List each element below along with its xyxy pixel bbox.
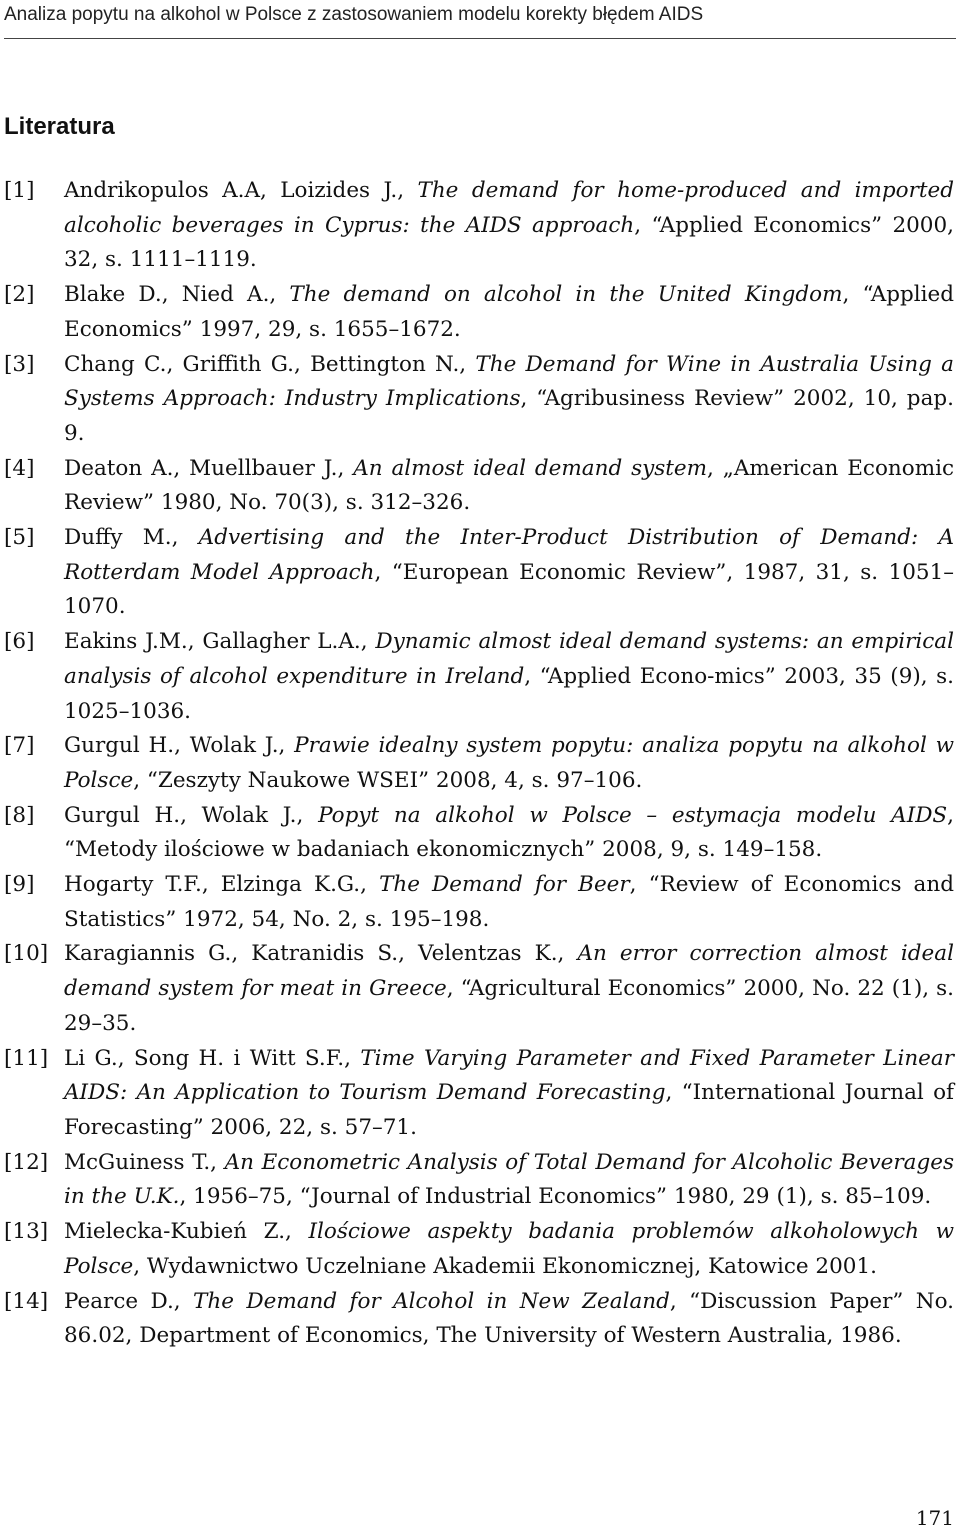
- reference-title: The demand for home-produced and imported alcoholic beverages in Cyprus: the AIDS approach: [64, 178, 954, 238]
- reference-authors: Blake D., Nied A.,: [64, 282, 290, 308]
- running-head: Analiza popytu na alkohol w Polsce z zastosowaniem modelu korekty błędem AIDS: [4, 4, 704, 25]
- reference-details: , “Agricultural Economics” 2000, No. 22 (1), s. 29–35.: [64, 976, 954, 1036]
- reference-item: [0, 348, 960, 452]
- reference-authors: Hogarty T.F., Elzinga K.G.,: [64, 872, 380, 898]
- reference-number: [5]: [4, 525, 35, 551]
- reference-authors: Mielecka-Kubień Z.,: [64, 1219, 309, 1245]
- reference-title: The Demand for Beer: [379, 872, 630, 898]
- reference-number: [9]: [4, 872, 35, 898]
- section-title: Literatura: [4, 113, 115, 140]
- reference-number: [7]: [4, 733, 35, 759]
- reference-item: [0, 1146, 960, 1215]
- reference-number: [3]: [4, 351, 35, 377]
- reference-details: , Wydawnictwo Uczelniane Akademii Ekonomicznej, Katowice 2001.: [133, 1253, 877, 1279]
- reference-details: , “Agribusiness Review” 2002, 10, pap. 9.: [64, 386, 954, 446]
- reference-authors: Karagiannis G., Katranidis S., Velentzas K.,: [64, 941, 578, 967]
- reference-title: Ilościowe aspekty badania problemów alkoholowych w Polsce: [64, 1219, 955, 1279]
- reference-number: [8]: [4, 802, 35, 828]
- reference-authors: Li G., Song H. i Witt S.F.,: [64, 1045, 361, 1071]
- reference-item: [0, 174, 960, 278]
- reference-title: An almost ideal demand system: [353, 455, 708, 481]
- reference-item: [0, 521, 960, 625]
- header-rule: [4, 38, 956, 39]
- reference-title: Advertising and the Inter-Product Distribution of Demand: A Rotterdam Model Approach: [64, 525, 954, 585]
- reference-number: [2]: [4, 282, 35, 308]
- reference-authors: Duffy M.,: [64, 525, 199, 551]
- reference-item: [0, 452, 960, 521]
- reference-title: Prawie idealny system popytu: analiza popytu na alkohol w Polsce: [64, 733, 954, 793]
- reference-item: [0, 799, 960, 868]
- reference-title: Popyt na alkohol w Polsce – estymacja modelu AIDS: [318, 802, 948, 828]
- reference-number: [14]: [4, 1288, 49, 1314]
- reference-details: , „American Economic Review” 1980, No. 70(3), s. 312–326.: [64, 455, 955, 516]
- reference-details: , “International Journal of Forecasting” 2006, 22, s. 57–71.: [64, 1080, 955, 1140]
- reference-title: The Demand for Wine in Australia Using a Systems Approach: Industry Implications: [64, 351, 954, 412]
- reference-title: Time Varying Parameter and Fixed Parameter Linear AIDS: An Application to Tourism Demand Forecasting: [64, 1045, 954, 1106]
- reference-list: [0, 174, 960, 1354]
- reference-authors: Pearce D.,: [64, 1288, 194, 1314]
- reference-title: The Demand for Alcohol in New Zealand: [193, 1288, 670, 1314]
- reference-number: [11]: [4, 1045, 49, 1071]
- reference-details: , “Applied Econo-mics” 2003, 35 (9), s. 1025–1036.: [64, 663, 955, 724]
- reference-authors: McGuiness T.,: [64, 1149, 225, 1175]
- reference-number: [1]: [4, 178, 35, 203]
- reference-item: [0, 729, 960, 798]
- reference-number: [6]: [4, 629, 35, 655]
- reference-item: [0, 868, 960, 937]
- reference-title: The demand on alcohol in the United Kingdom: [289, 282, 843, 308]
- reference-item: [0, 1042, 960, 1146]
- reference-details: , “Applied Economics” 2000, 32, s. 1111–1119.: [64, 212, 954, 273]
- reference-title: An error correction almost ideal demand system for meat in Greece: [64, 941, 954, 1002]
- reference-number: [10]: [4, 941, 49, 967]
- reference-details: , “Metody ilościowe w badaniach ekonomicznych” 2008, 9, s. 149–158.: [64, 802, 955, 863]
- reference-authors: Gurgul H., Wolak J.,: [64, 802, 319, 828]
- reference-details: , “Zeszyty Naukowe WSEI” 2008, 4, s. 97–106.: [133, 767, 643, 793]
- reference-details: , 1956–75, “Journal of Industrial Economics” 1980, 29 (1), s. 85–109.: [179, 1184, 932, 1210]
- reference-details: , “Applied Economics” 1997, 29, s. 1655–1672.: [64, 282, 954, 342]
- reference-details: , “Discussion Paper” No. 86.02, Department of Economics, The University of Western Australia, 1986.: [64, 1288, 954, 1349]
- reference-authors: Eakins J.M., Gallagher L.A.,: [64, 629, 376, 655]
- reference-details: , “Review of Economics and Statistics” 1972, 54, No. 2, s. 195–198.: [64, 872, 954, 932]
- reference-item: [0, 1285, 960, 1354]
- reference-item: [0, 278, 960, 347]
- reference-authors: Deaton A., Muellbauer J.,: [64, 455, 354, 481]
- reference-item: [0, 625, 960, 729]
- reference-number: [13]: [4, 1219, 49, 1245]
- reference-authors: Andrikopulos A.A, Loizides J.,: [64, 178, 418, 203]
- reference-item: [0, 1215, 960, 1284]
- reference-item: [0, 937, 960, 1041]
- page-number: 171: [915, 1506, 954, 1530]
- reference-authors: Chang C., Griffith G., Bettington N.,: [64, 351, 476, 377]
- reference-title: Dynamic almost ideal demand systems: an empirical analysis of alcohol expenditure in Ireland: [64, 629, 954, 689]
- reference-authors: Gurgul H., Wolak J.,: [64, 733, 295, 759]
- reference-title: An Econometric Analysis of Total Demand for Alcoholic Beverages in the U.K.: [64, 1149, 954, 1210]
- reference-details: , “European Economic Review”, 1987, 31, s. 1051–1070.: [64, 559, 954, 620]
- reference-number: [12]: [4, 1149, 49, 1175]
- reference-number: [4]: [4, 455, 35, 481]
